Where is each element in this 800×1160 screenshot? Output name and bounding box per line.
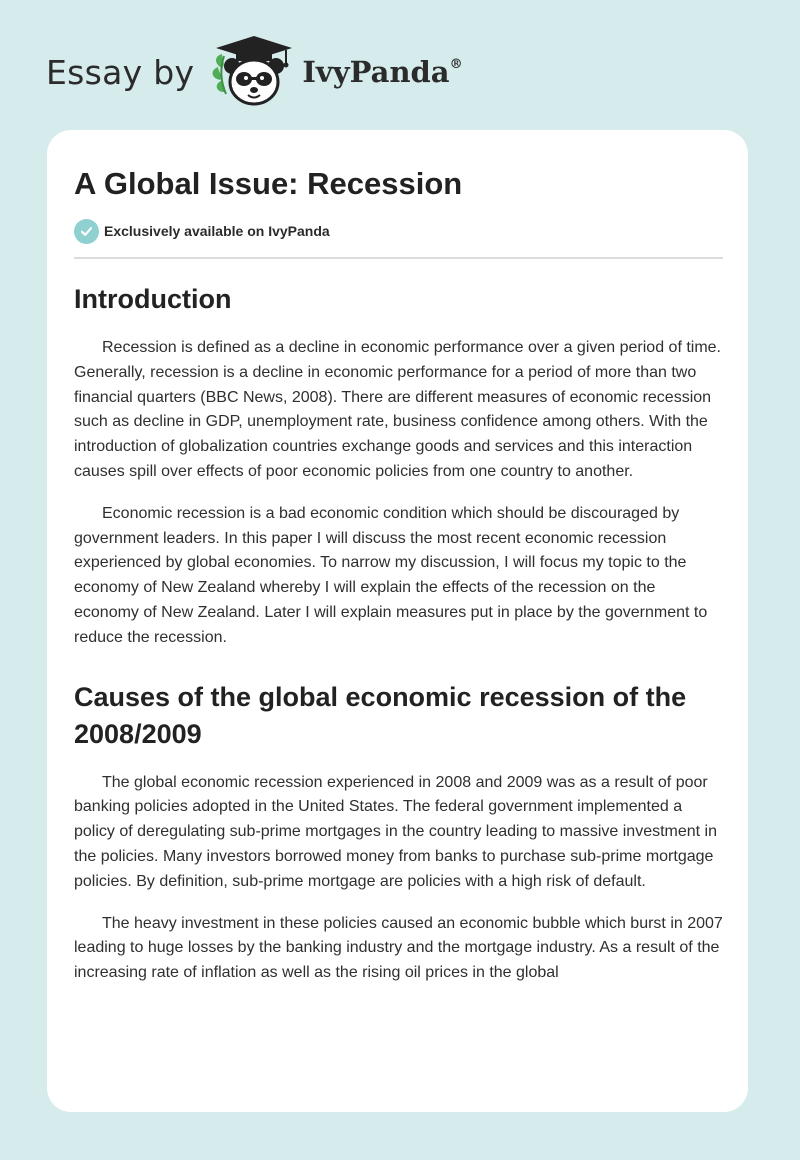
paragraph: Recession is defined as a decline in economic performance over a given period of time. Generally, recession is a decline in economic performance for a period of more than two financial quarters (BBC News, 2008). There are different measures of economic recession such as decline in GDP, unemployment rate, business confidence among others. With the introduction of globalization countries exchange goods and services and this interaction causes spill over effects of poor economic policies from one country to another. <box>74 339 721 480</box>
brand-header[interactable] <box>46 34 463 110</box>
section-heading-introduction: Introduction <box>74 284 232 314</box>
check-icon <box>74 219 99 244</box>
exclusive-label: Exclusively available on IvyPanda <box>104 223 330 239</box>
divider <box>74 257 723 259</box>
paragraph: The heavy investment in these policies caused an economic bubble which burst in 2007 leading to huge losses by the banking industry and the mortgage industry. As a result of the increasing rate of inflation as well as the rising oil prices in the global <box>74 914 723 982</box>
essay-card <box>47 130 748 1112</box>
page-title: A Global Issue: Recession <box>74 166 463 201</box>
essay-content <box>74 164 723 986</box>
brand-name: IvyPanda® <box>302 55 463 89</box>
paragraph: Economic recession is a bad economic condition which should be discouraged by government leaders. In this paper I will discuss the most recent economic recession experienced by global economies. To narrow my discussion, I will focus my topic to the economy of New Zealand whereby I will explain the effects of the recession on the economy of New Zealand. Later I will explain measures put in place by the government to reduce the recession. <box>74 504 708 646</box>
exclusive-badge <box>74 218 723 244</box>
paragraph: The global economic recession experienced in 2008 and 2009 was as a result of poor banking policies adopted in the United States. The federal government implemented a policy of deregulating sub-prime mortgages in the country leading to massive investment in the policies. Many investors borrowed money from banks to purchase sub-prime mortgage policies. By definition, sub-prime mortgage are policies with a high risk of default. <box>74 773 717 890</box>
brand-prefix: Essay by <box>46 52 195 92</box>
registered-mark: ® <box>449 57 463 72</box>
panda-graduate-logo-icon <box>208 34 300 110</box>
section-heading-causes: Causes of the global economic recession of the 2008/2009 <box>74 681 687 749</box>
